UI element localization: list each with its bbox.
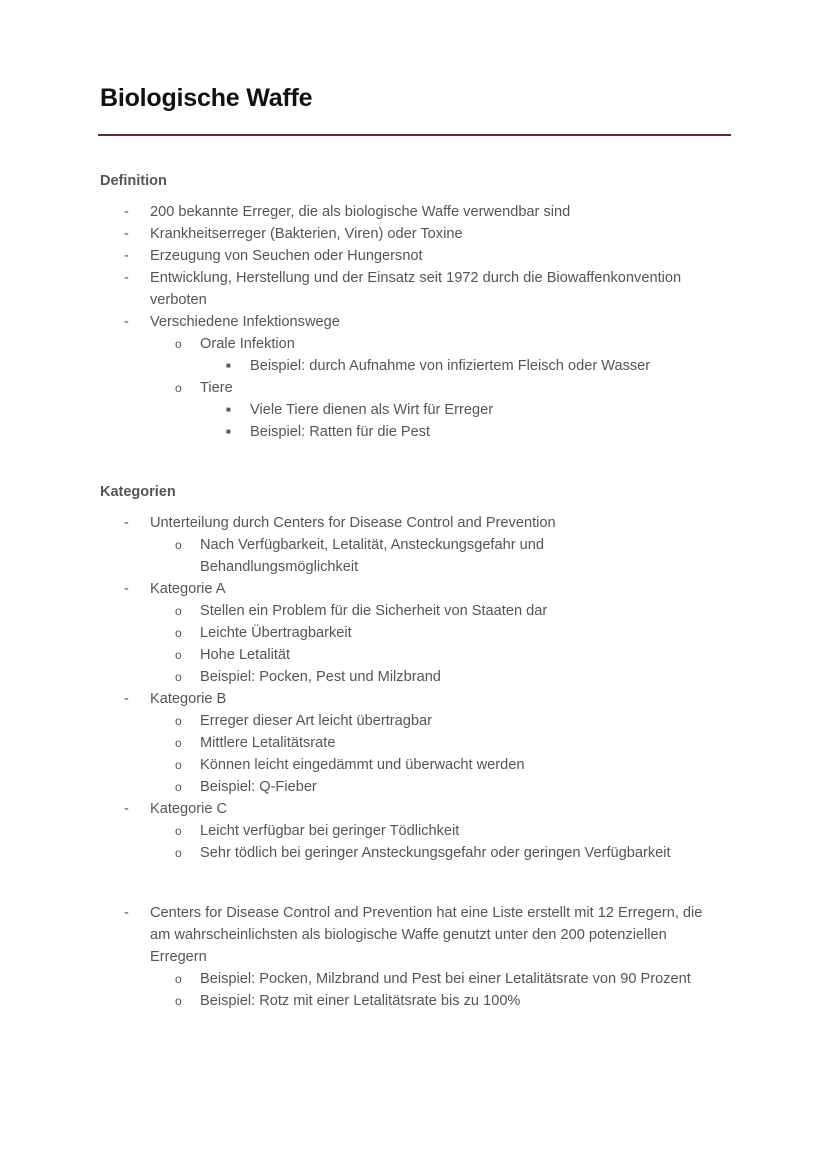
list-item: - Kategorie A <box>100 578 740 600</box>
list-item: ■ Beispiel: Ratten für die Pest <box>100 421 740 443</box>
list-item: o Beispiel: Q-Fieber <box>100 776 740 798</box>
dash-bullet: - <box>124 314 129 330</box>
list-item: o Leicht verfügbar bei geringer Tödlichkeit <box>100 820 740 842</box>
list-item: o Erreger dieser Art leicht übertragbar <box>100 710 740 732</box>
list-item: ■ Beispiel: durch Aufnahme von infiziertem Fleisch oder Wasser <box>100 355 740 377</box>
list-item: - Verschiedene Infektionswege <box>100 311 740 333</box>
list-item-continuation: Erregern <box>150 949 207 965</box>
circle-bullet: o <box>175 758 182 772</box>
circle-bullet: o <box>175 538 182 552</box>
list-item: - Entwicklung, Herstellung und der Einsatz seit 1972 durch die Biowaffenkonvention <box>100 267 740 289</box>
dash-bullet: - <box>124 905 129 921</box>
dash-bullet: - <box>124 801 129 817</box>
list-item: o Beispiel: Rotz mit einer Letalitätsrate bis zu 100% <box>100 990 740 1012</box>
list-item: o Mittlere Letalitätsrate <box>100 732 740 754</box>
list-item: - Kategorie C <box>100 798 740 820</box>
dash-bullet: - <box>124 204 129 220</box>
list-item: - Krankheitserreger (Bakterien, Viren) oder Toxine <box>100 223 740 245</box>
list-item: - Kategorie B <box>100 688 740 710</box>
circle-bullet: o <box>175 648 182 662</box>
dash-bullet: - <box>124 515 129 531</box>
circle-bullet: o <box>175 994 182 1008</box>
circle-bullet: o <box>175 846 182 860</box>
square-bullet: ■ <box>226 405 231 414</box>
circle-bullet: o <box>175 972 182 986</box>
circle-bullet: o <box>175 714 182 728</box>
dash-bullet: - <box>124 226 129 242</box>
title-divider <box>98 134 731 136</box>
circle-bullet: o <box>175 337 182 351</box>
list-item-continuation: Behandlungsmöglichkeit <box>200 559 359 575</box>
list-item: o Tiere <box>100 377 740 399</box>
dash-bullet: - <box>124 581 129 597</box>
dash-bullet: - <box>124 248 129 264</box>
list-item: o Leichte Übertragbarkeit <box>100 622 740 644</box>
square-bullet: ■ <box>226 361 231 370</box>
list-item: - Unterteilung durch Centers for Disease Control and Prevention <box>100 512 740 534</box>
circle-bullet: o <box>175 780 182 794</box>
section-heading-kategorien: Kategorien <box>100 484 176 500</box>
circle-bullet: o <box>175 604 182 618</box>
circle-bullet: o <box>175 670 182 684</box>
list-item: o Stellen ein Problem für die Sicherheit von Staaten dar <box>100 600 740 622</box>
list-item: - Erzeugung von Seuchen oder Hungersnot <box>100 245 740 267</box>
list-item-continuation: verboten <box>150 292 207 308</box>
dash-bullet: - <box>124 270 129 286</box>
list-item-continuation: am wahrscheinlichsten als biologische Waffe genutzt unter den 200 potenziellen <box>150 927 667 943</box>
list-item: - 200 bekannte Erreger, die als biologische Waffe verwendbar sind <box>100 201 740 223</box>
definition-list <box>100 201 740 443</box>
list-item: o Nach Verfügbarkeit, Letalität, Ansteckungsgefahr und <box>100 534 740 556</box>
circle-bullet: o <box>175 824 182 838</box>
list-item: o Beispiel: Pocken, Milzbrand und Pest bei einer Letalitätsrate von 90 Prozent <box>100 968 740 990</box>
list-item: o Orale Infektion <box>100 333 740 355</box>
circle-bullet: o <box>175 381 182 395</box>
list-item: ■ Viele Tiere dienen als Wirt für Erreger <box>100 399 740 421</box>
kategorien-list <box>100 512 740 864</box>
square-bullet: ■ <box>226 427 231 436</box>
dash-bullet: - <box>124 691 129 707</box>
list-item: o Sehr tödlich bei geringer Ansteckungsgefahr oder geringen Verfügbarkeit <box>100 842 740 864</box>
list-item: o Hohe Letalität <box>100 644 740 666</box>
list-item: - Centers for Disease Control and Prevention hat eine Liste erstellt mit 12 Erregern, die <box>100 902 740 924</box>
list-item: o Beispiel: Pocken, Pest und Milzbrand <box>100 666 740 688</box>
document-title: Biologische Waffe <box>100 84 313 112</box>
section-heading-definition: Definition <box>100 173 167 189</box>
list-item: o Können leicht eingedämmt und überwacht werden <box>100 754 740 776</box>
circle-bullet: o <box>175 626 182 640</box>
circle-bullet: o <box>175 736 182 750</box>
cdc-list <box>100 902 740 1012</box>
